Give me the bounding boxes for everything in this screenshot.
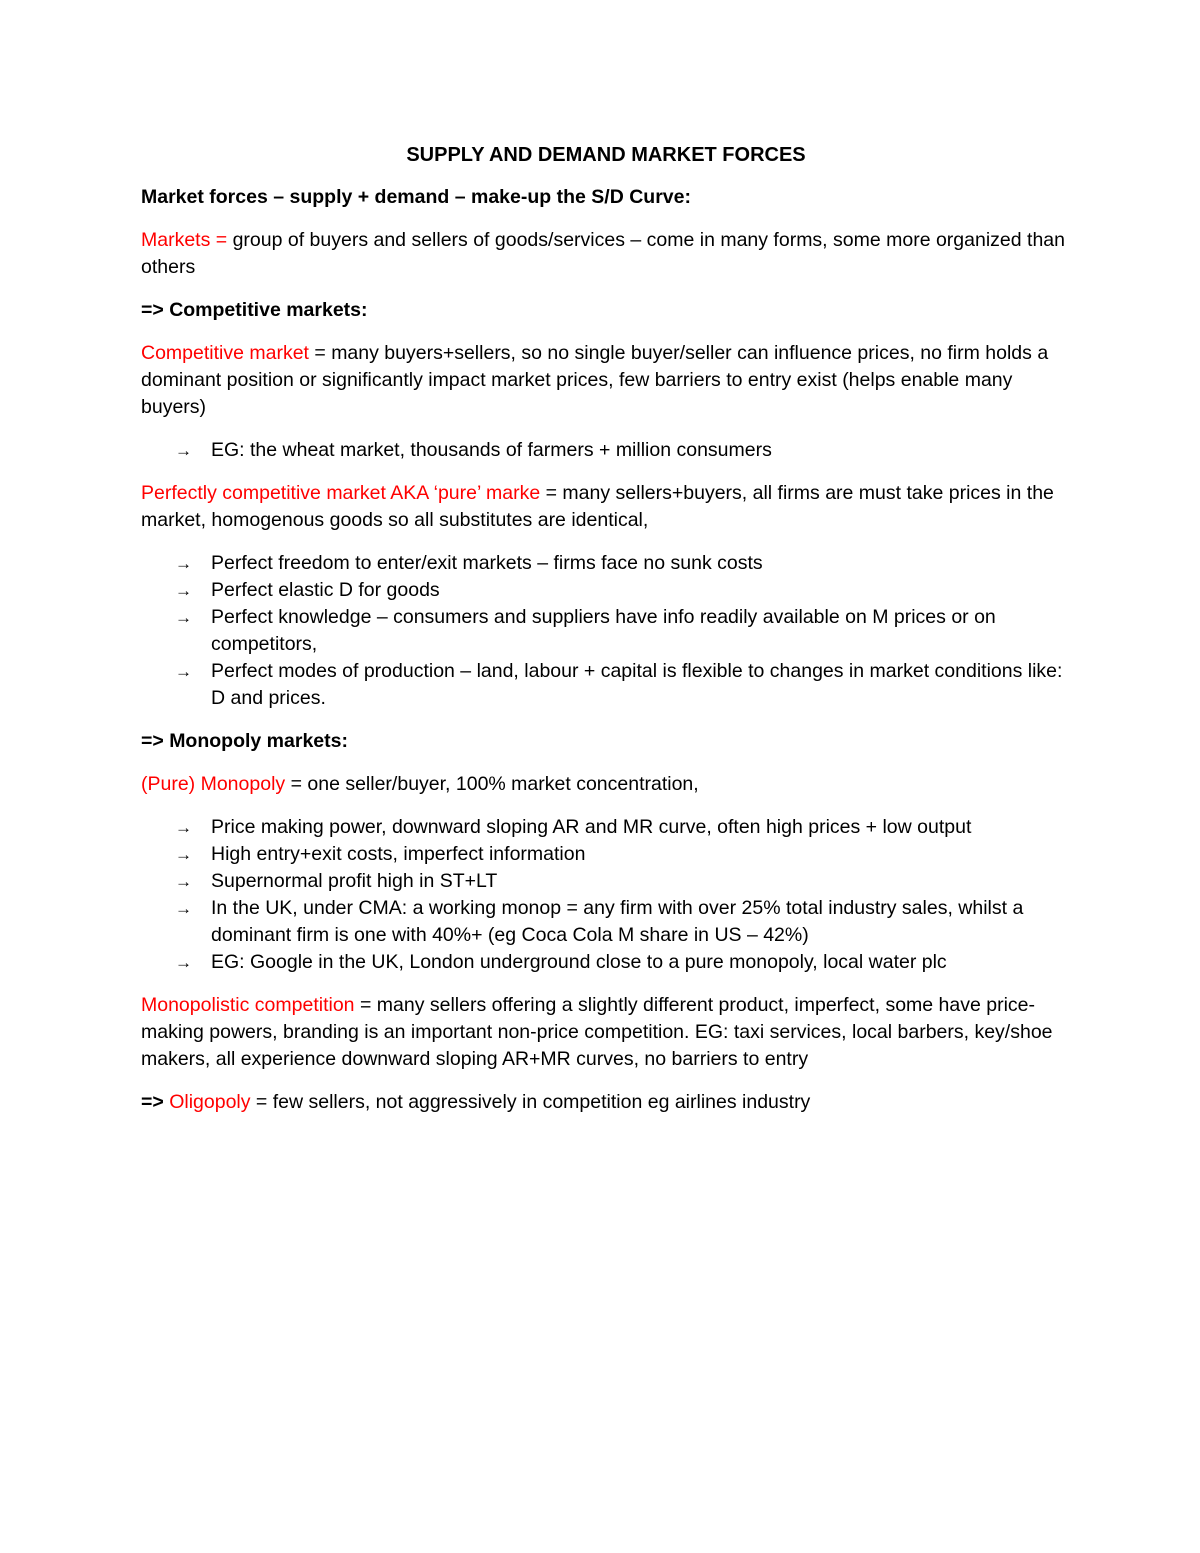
markets-text: group of buyers and sellers of goods/services – come in many forms, some more organized than others xyxy=(141,229,1065,278)
list-item xyxy=(141,604,1071,658)
markets-definition xyxy=(141,227,1071,281)
oligopoly-text: = few sellers, not aggressively in competition eg airlines industry xyxy=(250,1091,811,1113)
competitive-market-term: Competitive market xyxy=(141,342,309,364)
list-item xyxy=(141,949,1071,976)
intro-heading: Market forces – supply + demand – make-up the S/D Curve: xyxy=(141,186,691,208)
arrow-icon: → xyxy=(175,662,192,681)
list-item xyxy=(141,658,1071,712)
list-item xyxy=(141,895,1071,949)
pure-monopoly-definition xyxy=(141,771,1071,798)
arrow-icon: → xyxy=(175,554,192,573)
arrow-icon: → xyxy=(175,818,192,837)
bullet-text: EG: the wheat market, thousands of farmers + million consumers xyxy=(211,439,772,461)
monopoly-markets-heading: => Monopoly markets: xyxy=(141,730,348,752)
markets-term: Markets = xyxy=(141,229,228,251)
list-item xyxy=(141,814,1071,841)
arrow-icon: → xyxy=(175,953,192,972)
bullet-text: Perfect modes of production – land, labour + capital is flexible to changes in market conditions like: D and prices. xyxy=(211,660,1063,709)
competitive-markets-heading: => Competitive markets: xyxy=(141,299,368,321)
bullet-text: Price making power, downward sloping AR and MR curve, often high prices + low output xyxy=(211,816,972,838)
perfect-market-text: = many sellers+buyers, all firms are must take prices in the market, homogenous goods so all substitutes are identical, xyxy=(141,482,1054,531)
bullet-text: In the UK, under CMA: a working monop = any firm with over 25% total industry sales, whilst a dominant firm is one with 40%+ (eg Coca Cola M share in US – 42%) xyxy=(211,897,1024,946)
competitive-bullet-list xyxy=(141,437,1071,464)
arrow-icon: → xyxy=(175,608,192,627)
arrow-icon: → xyxy=(175,899,192,918)
bullet-text: Perfect elastic D for goods xyxy=(211,579,440,601)
arrow-icon: → xyxy=(175,872,192,891)
pure-monopoly-term: (Pure) Monopoly xyxy=(141,773,286,795)
monopolistic-competition-term: Monopolistic competition xyxy=(141,994,355,1016)
arrow-icon: → xyxy=(175,845,192,864)
oligopoly-definition xyxy=(141,1089,1071,1116)
bullet-text: Perfect knowledge – consumers and suppliers have info readily available on M prices or on competitors, xyxy=(211,606,996,655)
perfect-market-definition xyxy=(141,480,1071,534)
list-item xyxy=(141,437,1071,464)
monopolistic-competition-definition xyxy=(141,992,1071,1073)
document-title: SUPPLY AND DEMAND MARKET FORCES xyxy=(406,144,806,166)
list-item xyxy=(141,868,1071,895)
bullet-text: Perfect freedom to enter/exit markets – firms face no sunk costs xyxy=(211,552,763,574)
perfect-bullet-list xyxy=(141,550,1071,712)
arrow-icon: → xyxy=(175,581,192,600)
document-page xyxy=(141,140,1071,1132)
oligopoly-term: Oligopoly xyxy=(169,1091,251,1113)
bullet-text: High entry+exit costs, imperfect information xyxy=(211,843,586,865)
competitive-market-text: = many buyers+sellers, so no single buyer/seller can influence prices, no firm holds a dominant position or significantly impact market prices, few barriers to entry exist (helps enable many buyers) xyxy=(141,342,1049,418)
arrow-icon: → xyxy=(175,441,192,460)
monopolistic-competition-text: = many sellers offering a slightly different product, imperfect, some have price-making powers, branding is an important non-price competition. EG: taxi services, local barbers, key/shoe makers, all experience downward sloping AR+MR curves, no barriers to entry xyxy=(141,994,1053,1070)
bullet-text: Supernormal profit high in ST+LT xyxy=(211,870,498,892)
competitive-market-definition xyxy=(141,340,1071,421)
bullet-text: EG: Google in the UK, London underground close to a pure monopoly, local water plc xyxy=(211,951,947,973)
monopoly-bullet-list xyxy=(141,814,1071,976)
list-item xyxy=(141,550,1071,577)
pure-monopoly-text: = one seller/buyer, 100% market concentration, xyxy=(285,773,699,795)
list-item xyxy=(141,841,1071,868)
oligopoly-prefix: => xyxy=(141,1091,170,1113)
list-item xyxy=(141,577,1071,604)
perfect-market-term: Perfectly competitive market AKA ‘pure’ marke xyxy=(141,482,541,504)
